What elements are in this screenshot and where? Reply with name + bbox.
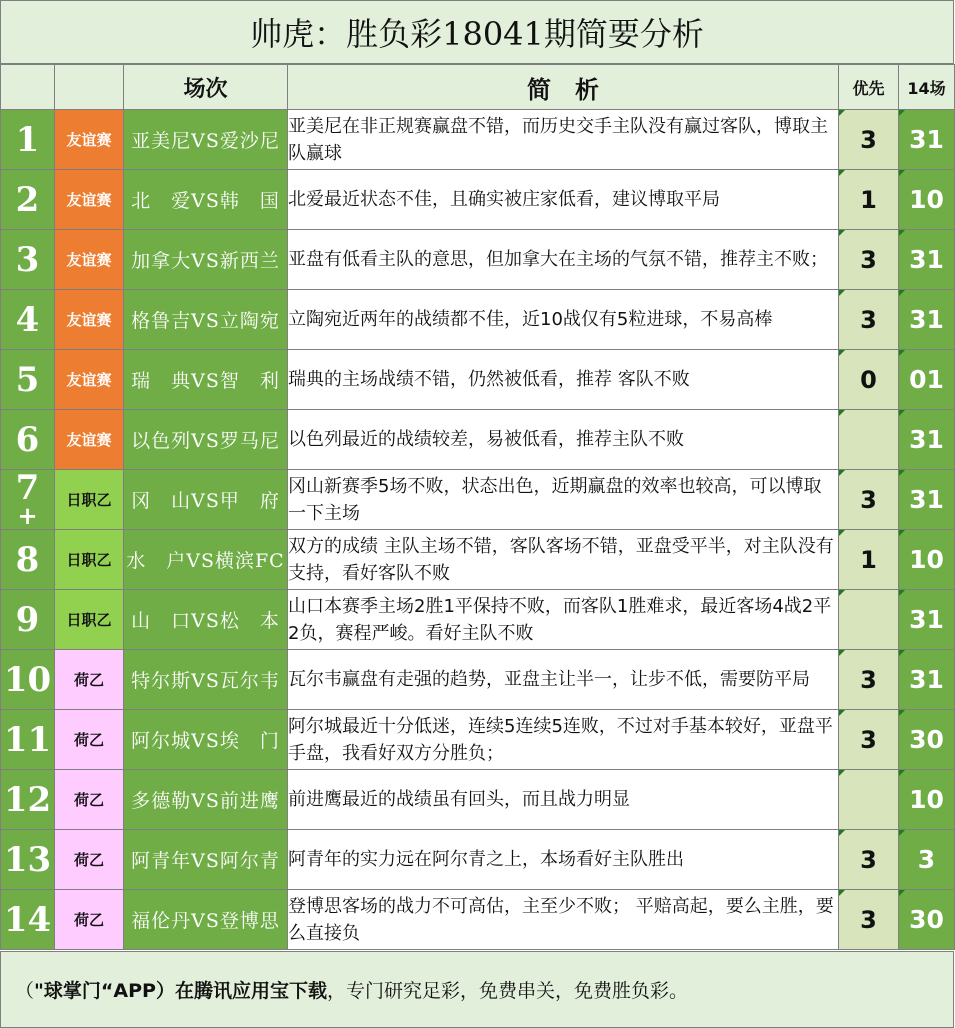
- comment-marker-icon: [839, 110, 845, 116]
- league-badge: 友谊赛: [55, 170, 124, 230]
- analysis-text: 亚盘有低看主队的意思，但加拿大在主场的气氛不错，推荐主不败；: [288, 230, 839, 290]
- header-match: 场次: [124, 65, 288, 110]
- total-cell: [899, 230, 955, 290]
- total-value: 31: [909, 605, 944, 634]
- total-cell: [899, 650, 955, 710]
- header-analysis: 简 析: [288, 65, 839, 110]
- pick-cell: [839, 710, 899, 770]
- match-name: 加拿大VS新西兰: [124, 230, 288, 290]
- row-number-text: 3: [15, 239, 40, 280]
- comment-marker-icon: [839, 170, 845, 176]
- row-number-text: 12: [3, 779, 52, 820]
- row-number-text: 13: [3, 839, 52, 880]
- analysis-text: 双方的成绩 主队主场不错，客队客场不错，亚盘受平半，对主队没有支持，看好客队不败: [288, 530, 839, 590]
- row-number-text: 6: [15, 419, 40, 460]
- pick-cell: [839, 290, 899, 350]
- total-value: 3: [917, 845, 936, 874]
- comment-marker-icon: [839, 230, 845, 236]
- analysis-text: 瓦尔韦赢盘有走强的趋势，亚盘主让半一，让步不低，需要防平局: [288, 650, 839, 710]
- header-total: 14场: [899, 65, 955, 110]
- pick-cell: [839, 350, 899, 410]
- pick-cell: [839, 170, 899, 230]
- total-value: 01: [909, 365, 944, 394]
- comment-marker-icon: [899, 110, 905, 116]
- match-name: 格鲁吉VS立陶宛: [124, 290, 288, 350]
- league-badge: 荷乙: [55, 650, 124, 710]
- pick-cell: [839, 890, 899, 950]
- comment-marker-icon: [899, 710, 905, 716]
- league-badge: 日职乙: [55, 530, 124, 590]
- pick-cell: [839, 110, 899, 170]
- total-cell: [899, 590, 955, 650]
- analysis-text: 立陶宛近两年的战绩都不佳，近10战仅有5粒进球，不易高棒: [288, 290, 839, 350]
- pick-value: 3: [860, 665, 877, 694]
- row-number-text: 8: [15, 539, 40, 580]
- row-number-text: 11: [3, 719, 52, 760]
- total-cell: [899, 470, 955, 530]
- comment-marker-icon: [839, 890, 845, 896]
- row-number-text: 5: [15, 359, 40, 400]
- comment-marker-icon: [899, 230, 905, 236]
- row-number: [1, 350, 55, 410]
- match-name: 亚美尼VS爱沙尼: [124, 110, 288, 170]
- row-number-text: 14: [3, 899, 52, 940]
- total-cell: [899, 350, 955, 410]
- row-number-text: 4: [15, 299, 40, 340]
- row-number: [1, 410, 55, 470]
- comment-marker-icon: [839, 290, 845, 296]
- total-value: 10: [909, 545, 944, 574]
- row-number-text: 1: [15, 119, 40, 160]
- comment-marker-icon: [839, 350, 845, 356]
- league-badge: 友谊赛: [55, 110, 124, 170]
- league-badge: 日职乙: [55, 470, 124, 530]
- analysis-text: 北爱最近状态不佳，且确实被庄家低看，建议博取平局: [288, 170, 839, 230]
- pick-cell: [839, 830, 899, 890]
- row-number: [1, 290, 55, 350]
- total-value: 10: [909, 785, 944, 814]
- pick-value: 3: [860, 725, 877, 754]
- league-badge: 荷乙: [55, 830, 124, 890]
- match-name: 冈 山VS甲 府: [124, 470, 288, 530]
- row-number: [1, 530, 55, 590]
- total-value: 31: [909, 425, 944, 454]
- table-row: [1, 230, 955, 290]
- pick-value: 1: [860, 545, 877, 574]
- pick-cell: [839, 530, 899, 590]
- footer-note: [0, 951, 954, 1028]
- row-number: [1, 650, 55, 710]
- analysis-text: 冈山新赛季5场不败，状态出色，近期赢盘的效率也较高，可以博取一下主场: [288, 470, 839, 530]
- pick-value: 3: [860, 485, 877, 514]
- table-row: [1, 830, 955, 890]
- pick-cell: [839, 230, 899, 290]
- comment-marker-icon: [899, 290, 905, 296]
- comment-marker-icon: [899, 590, 905, 596]
- total-value: 31: [909, 305, 944, 334]
- league-badge: 友谊赛: [55, 230, 124, 290]
- league-badge: 友谊赛: [55, 410, 124, 470]
- total-cell: [899, 770, 955, 830]
- analysis-text: 以色列最近的战绩较差，易被低看，推荐主队不败: [288, 410, 839, 470]
- total-value: 31: [909, 125, 944, 154]
- comment-marker-icon: [899, 830, 905, 836]
- header-num: [1, 65, 55, 110]
- total-value: 30: [909, 905, 944, 934]
- table-row: [1, 530, 955, 590]
- row-number-text: 7: [15, 469, 40, 508]
- comment-marker-icon: [839, 590, 845, 596]
- total-cell: [899, 110, 955, 170]
- pick-cell: [839, 410, 899, 470]
- match-name: 特尔斯VS瓦尔韦: [124, 650, 288, 710]
- total-cell: [899, 530, 955, 590]
- row-number: [1, 890, 55, 950]
- comment-marker-icon: [839, 470, 845, 476]
- comment-marker-icon: [899, 350, 905, 356]
- analysis-text: 亚美尼在非正规赛赢盘不错，而历史交手主队没有赢过客队，博取主队赢球: [288, 110, 839, 170]
- comment-marker-icon: [839, 710, 845, 716]
- comment-marker-icon: [899, 470, 905, 476]
- comment-marker-icon: [899, 770, 905, 776]
- table-row: [1, 350, 955, 410]
- pick-value: 3: [860, 905, 877, 934]
- comment-marker-icon: [839, 770, 845, 776]
- analysis-text: 阿青年的实力远在阿尔青之上，本场看好主队胜出: [288, 830, 839, 890]
- match-name: 山 口VS松 本: [124, 590, 288, 650]
- match-name: 阿青年VS阿尔青: [124, 830, 288, 890]
- comment-marker-icon: [899, 170, 905, 176]
- match-name: 以色列VS罗马尼: [124, 410, 288, 470]
- pick-value: 3: [860, 245, 877, 274]
- row-number: [1, 770, 55, 830]
- row-number: [1, 830, 55, 890]
- pick-cell: [839, 590, 899, 650]
- analysis-text: 登博思客场的战力不可高估，主至少不败； 平赔高起，要么主胜，要么直接负: [288, 890, 839, 950]
- pick-cell: [839, 770, 899, 830]
- league-badge: 荷乙: [55, 890, 124, 950]
- comment-marker-icon: [839, 530, 845, 536]
- total-cell: [899, 170, 955, 230]
- comment-marker-icon: [899, 650, 905, 656]
- analysis-text: 瑞典的主场战绩不错，仍然被低看，推荐 客队不败: [288, 350, 839, 410]
- row-number: [1, 230, 55, 290]
- pick-value: 0: [860, 365, 877, 394]
- table-row: [1, 890, 955, 950]
- row-number-text: 2: [15, 179, 40, 220]
- comment-marker-icon: [899, 530, 905, 536]
- table-row: [1, 590, 955, 650]
- header-league: [55, 65, 124, 110]
- table-row: [1, 650, 955, 710]
- total-value: 30: [909, 725, 944, 754]
- comment-marker-icon: [899, 410, 905, 416]
- table-row: [1, 290, 955, 350]
- comment-marker-icon: [839, 650, 845, 656]
- comment-marker-icon: [839, 830, 845, 836]
- table-row: [1, 110, 955, 170]
- comment-marker-icon: [839, 410, 845, 416]
- league-badge: 友谊赛: [55, 350, 124, 410]
- pick-value: 1: [860, 185, 877, 214]
- total-value: 10: [909, 185, 944, 214]
- match-name: 水 户VS横滨FC: [124, 530, 288, 590]
- row-number-text: 10: [3, 659, 52, 700]
- footer-open: （: [15, 980, 35, 1002]
- row-number: [1, 110, 55, 170]
- total-cell: [899, 710, 955, 770]
- pick-cell: [839, 650, 899, 710]
- table-row: [1, 410, 955, 470]
- footer-slogan: ，专门研究足彩，免费串关，免费胜负彩。: [326, 980, 688, 1002]
- total-value: 31: [909, 485, 944, 514]
- pick-value: 3: [860, 305, 877, 334]
- row-number: [1, 710, 55, 770]
- match-name: 瑞 典VS智 利: [124, 350, 288, 410]
- analysis-table: [0, 64, 955, 950]
- match-name: 北 爱VS韩 国: [124, 170, 288, 230]
- league-badge: 荷乙: [55, 770, 124, 830]
- analysis-text: 山口本赛季主场2胜1平保持不败，而客队1胜难求，最近客场4战2平2负，赛程严峻。看好主队不败: [288, 590, 839, 650]
- analysis-text: 阿尔城最近十分低迷，连续5连续5连败，不过对手基本较好，亚盘平手盘，我看好双方分胜负；: [288, 710, 839, 770]
- pick-value: 3: [860, 845, 877, 874]
- total-cell: [899, 890, 955, 950]
- table-row: [1, 710, 955, 770]
- row-number-text: 9: [15, 599, 40, 640]
- total-cell: [899, 290, 955, 350]
- total-cell: [899, 410, 955, 470]
- pick-cell: [839, 470, 899, 530]
- header-row: [1, 65, 955, 110]
- league-badge: 日职乙: [55, 590, 124, 650]
- match-name: 福伦丹VS登博思: [124, 890, 288, 950]
- page-title: 帅虎：胜负彩18041期简要分析: [0, 0, 954, 64]
- total-value: 31: [909, 245, 944, 274]
- row-number: [1, 470, 55, 530]
- table-row: [1, 470, 955, 530]
- match-name: 阿尔城VS埃 门: [124, 710, 288, 770]
- footer-app-download: "球掌门“APP）在腾讯应用宝下载: [34, 980, 327, 1002]
- row-number: [1, 590, 55, 650]
- table-row: [1, 770, 955, 830]
- comment-marker-icon: [899, 890, 905, 896]
- header-pick: 优先: [839, 65, 899, 110]
- total-cell: [899, 830, 955, 890]
- row-number: [1, 170, 55, 230]
- analysis-text: 前进鹰最近的战绩虽有回头，而且战力明显: [288, 770, 839, 830]
- match-name: 多德勒VS前进鹰: [124, 770, 288, 830]
- table-row: [1, 170, 955, 230]
- total-value: 31: [909, 665, 944, 694]
- league-badge: 友谊赛: [55, 290, 124, 350]
- plus-marker: +: [17, 500, 38, 530]
- league-badge: 荷乙: [55, 710, 124, 770]
- pick-value: 3: [860, 125, 877, 154]
